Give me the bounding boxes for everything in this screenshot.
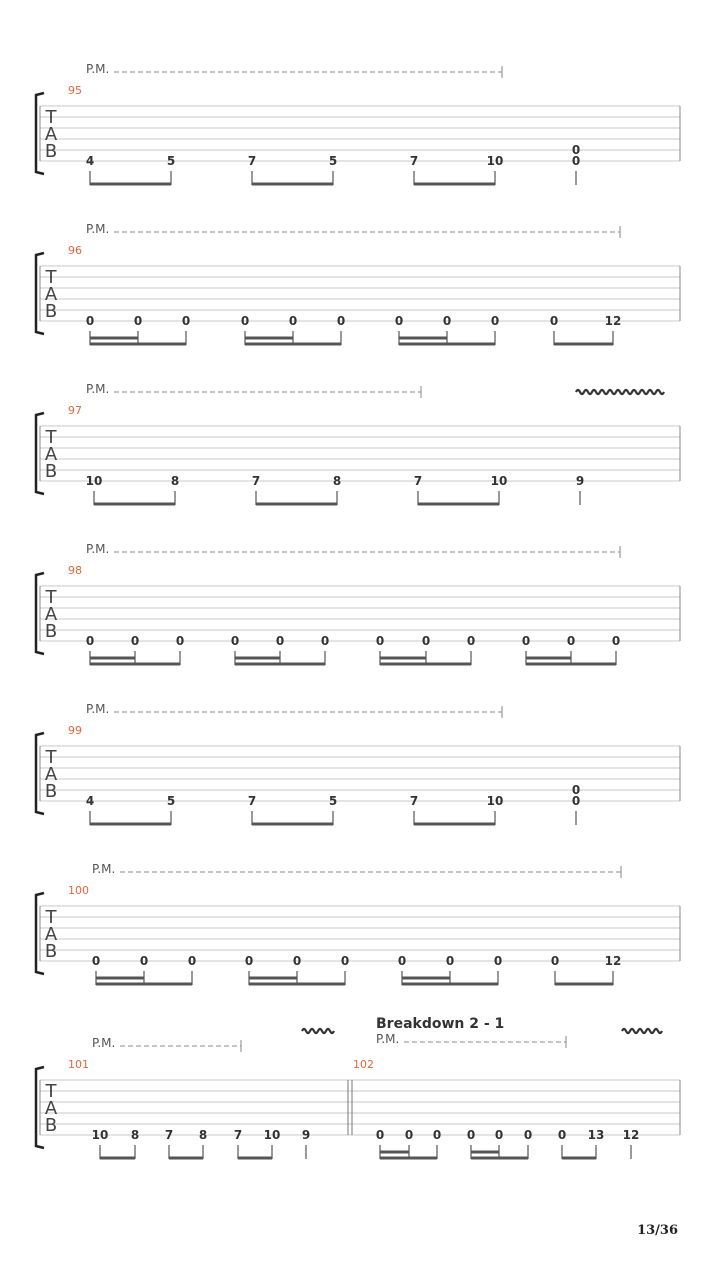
section-marker: Breakdown 2 - 1 (376, 1016, 505, 1032)
fret-number: 0 (550, 954, 560, 968)
tab-clef-letter: B (44, 781, 58, 802)
fret-number: 0 (571, 143, 581, 157)
tab-system (36, 382, 680, 505)
fret-number: 0 (442, 314, 452, 328)
tab-clef-letter: T (45, 587, 57, 608)
fret-number: 12 (604, 314, 622, 328)
vibrato-mark (576, 390, 664, 394)
fret-number: 0 (175, 634, 185, 648)
measure-number: 96 (68, 244, 82, 257)
fret-number: 5 (166, 154, 176, 168)
fret-number: 0 (394, 314, 404, 328)
tab-clef-letter: B (44, 941, 58, 962)
fret-number: 7 (247, 154, 257, 168)
fret-number: 0 (493, 954, 503, 968)
fret-number: 0 (336, 314, 346, 328)
tab-clef-letter: A (44, 604, 58, 625)
fret-number: 0 (85, 634, 95, 648)
fret-number: 10 (490, 474, 508, 488)
palm-mute-label: P.M. (376, 1032, 400, 1046)
fret-number: 0 (244, 954, 254, 968)
fret-number: 10 (263, 1128, 281, 1142)
tab-clef-letter: T (45, 907, 57, 928)
fret-number: 12 (604, 954, 622, 968)
fret-number: 8 (332, 474, 342, 488)
fret-number: 0 (187, 954, 197, 968)
tab-clef-letter: B (44, 1115, 58, 1136)
fret-number: 5 (328, 794, 338, 808)
fret-number: 0 (521, 634, 531, 648)
tab-system (36, 62, 680, 185)
fret-number: 0 (466, 634, 476, 648)
fret-number: 7 (409, 154, 419, 168)
fret-number: 10 (486, 794, 504, 808)
tab-system (36, 222, 680, 345)
fret-number: 7 (409, 794, 419, 808)
fret-number: 5 (166, 794, 176, 808)
fret-number: 7 (413, 474, 423, 488)
measure-number: 100 (68, 884, 89, 897)
fret-number: 0 (133, 314, 143, 328)
fret-number: 10 (486, 154, 504, 168)
measure-number: 97 (68, 404, 82, 417)
palm-mute-label: P.M. (86, 382, 110, 396)
tab-clef-letter: T (45, 267, 57, 288)
tab-clef-letter: A (44, 444, 58, 465)
fret-number: 0 (230, 634, 240, 648)
fret-number: 8 (170, 474, 180, 488)
page-number: 13/36 (637, 1223, 678, 1238)
fret-number: 0 (490, 314, 500, 328)
fret-number: 0 (375, 1128, 385, 1142)
palm-mute-label: P.M. (92, 1036, 116, 1050)
tab-clef-letter: B (44, 461, 58, 482)
fret-number: 5 (328, 154, 338, 168)
tab-clef-letter: T (45, 747, 57, 768)
tab-clef-letter: A (44, 764, 58, 785)
fret-number: 0 (611, 634, 621, 648)
fret-number: 0 (320, 634, 330, 648)
fret-number: 0 (566, 634, 576, 648)
tab-system (36, 542, 680, 665)
fret-number: 0 (432, 1128, 442, 1142)
fret-number: 7 (164, 1128, 174, 1142)
fret-number: 9 (301, 1128, 311, 1142)
fret-number: 0 (571, 783, 581, 797)
measure-number: 95 (68, 84, 82, 97)
fret-number: 7 (251, 474, 261, 488)
fret-number: 0 (571, 154, 581, 168)
tab-clef-letter: B (44, 621, 58, 642)
tab-clef-letter: A (44, 924, 58, 945)
fret-number: 0 (292, 954, 302, 968)
fret-number: 12 (622, 1128, 640, 1142)
tab-clef-letter: A (44, 124, 58, 145)
fret-number: 10 (85, 474, 103, 488)
palm-mute-label: P.M. (86, 222, 110, 236)
tab-clef-letter: T (45, 107, 57, 128)
palm-mute-label: P.M. (86, 542, 110, 556)
fret-number: 7 (247, 794, 257, 808)
tab-clef-letter: T (45, 427, 57, 448)
fret-number: 0 (340, 954, 350, 968)
fret-number: 8 (130, 1128, 140, 1142)
fret-number: 0 (85, 314, 95, 328)
fret-number: 0 (404, 1128, 414, 1142)
fret-number: 10 (91, 1128, 109, 1142)
fret-number: 0 (375, 634, 385, 648)
fret-number: 4 (85, 154, 95, 168)
tab-clef-letter: A (44, 284, 58, 305)
fret-number: 0 (181, 314, 191, 328)
fret-number: 0 (275, 634, 285, 648)
tab-clef-letter: B (44, 301, 58, 322)
fret-number: 0 (91, 954, 101, 968)
fret-number: 0 (397, 954, 407, 968)
vibrato-mark (302, 1029, 334, 1033)
tab-clef-letter: B (44, 141, 58, 162)
fret-number: 0 (421, 634, 431, 648)
tab-system (36, 702, 680, 825)
tab-system (36, 862, 680, 985)
palm-mute-label: P.M. (92, 862, 116, 876)
measure-number: 98 (68, 564, 82, 577)
measure-number: 99 (68, 724, 82, 737)
tab-clef-letter: T (45, 1081, 57, 1102)
fret-number: 0 (445, 954, 455, 968)
fret-number: 0 (549, 314, 559, 328)
fret-number: 0 (494, 1128, 504, 1142)
fret-number: 4 (85, 794, 95, 808)
measure-number: 102 (353, 1058, 374, 1071)
fret-number: 0 (240, 314, 250, 328)
measure-number: 101 (68, 1058, 89, 1071)
fret-number: 0 (571, 794, 581, 808)
fret-number: 0 (288, 314, 298, 328)
fret-number: 13 (587, 1128, 605, 1142)
fret-number: 0 (139, 954, 149, 968)
fret-number: 7 (233, 1128, 243, 1142)
fret-number: 0 (557, 1128, 567, 1142)
fret-number: 0 (466, 1128, 476, 1142)
vibrato-mark (622, 1029, 662, 1033)
fret-number: 9 (575, 474, 585, 488)
tab-clef-letter: A (44, 1098, 58, 1119)
fret-number: 0 (523, 1128, 533, 1142)
fret-number: 0 (130, 634, 140, 648)
fret-number: 8 (198, 1128, 208, 1142)
palm-mute-label: P.M. (86, 702, 110, 716)
tab-system (36, 1016, 680, 1159)
palm-mute-label: P.M. (86, 62, 110, 76)
